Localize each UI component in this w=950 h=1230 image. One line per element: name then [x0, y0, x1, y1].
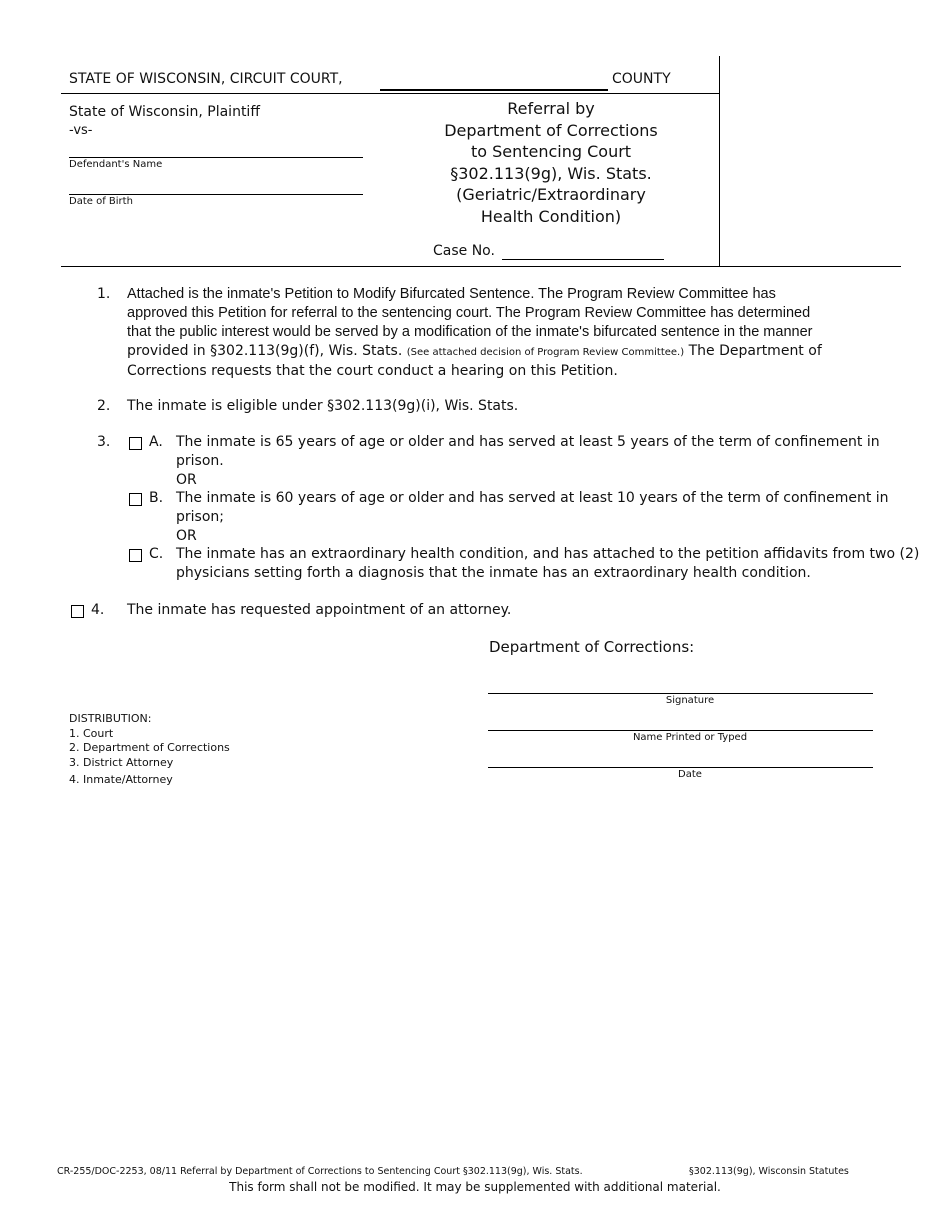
- option-a-line: The inmate is 65 years of age or older and has served at least 5 years of the term of confinement in: [176, 434, 880, 450]
- item-2-number: 2.: [97, 398, 111, 414]
- footer-notice: This form shall not be modified. It may be supplemented with additional material.: [229, 1180, 721, 1194]
- option-a-checkbox[interactable]: [129, 437, 142, 450]
- option-c-letter: C.: [149, 546, 164, 562]
- date-field[interactable]: [488, 767, 873, 768]
- defendant-name-label: Defendant's Name: [69, 159, 163, 170]
- item-1-line: Corrections requests that the court conduct a hearing on this Petition.: [127, 363, 618, 379]
- item-1-line4-tail: The Department of: [688, 343, 822, 359]
- option-b-checkbox[interactable]: [129, 493, 142, 506]
- form-title-line: Referral by: [507, 99, 595, 118]
- footer-statute: §302.113(9g), Wisconsin Statutes: [689, 1166, 849, 1177]
- option-b-or: OR: [176, 528, 197, 544]
- option-b-letter: B.: [149, 490, 164, 506]
- form-title-line: (Geriatric/Extraordinary: [456, 185, 646, 205]
- case-number-label: Case No.: [433, 243, 495, 259]
- item-1-line4-main: provided in §302.113(9g)(f), Wis. Stats.: [127, 343, 403, 359]
- item-3-number: 3.: [97, 434, 111, 450]
- header-right-border: [719, 56, 720, 266]
- header-bottom-rule: [61, 266, 901, 267]
- item-1-attached-note: (See attached decision of Program Review Committee.): [406, 347, 685, 358]
- signature-label: Signature: [665, 695, 715, 706]
- county-name-field[interactable]: [380, 89, 608, 91]
- option-a-text: [176, 433, 896, 490]
- distribution-item: 3. District Attorney: [69, 755, 174, 769]
- name-printed-label: Name Printed or Typed: [632, 732, 748, 743]
- header-top-rule: [61, 93, 720, 94]
- date-of-birth-label: Date of Birth: [69, 196, 133, 207]
- item-1-line: Attached is the inmate's Petition to Modify Bifurcated Sentence. The Program Review Committee has: [127, 286, 776, 302]
- option-a-or: OR: [176, 472, 197, 488]
- footer-form-id: CR-255/DOC-2253, 08/11 Referral by Department of Corrections to Sentencing Court §302.113(9g), Wis. Stats.: [57, 1166, 583, 1177]
- distribution-item: 2. Department of Corrections: [69, 741, 230, 754]
- distribution-heading: DISTRIBUTION:: [69, 712, 152, 725]
- option-c-line: The inmate has an extraordinary health condition, and has attached to the petition affidavits from two (2): [176, 546, 920, 562]
- item-4-number: 4.: [91, 602, 105, 618]
- item-1-line: that the public interest would be served by a modification of the inmate's bifurcated sentence in the manner: [127, 324, 813, 340]
- case-number-field[interactable]: [502, 259, 664, 260]
- distribution-item: 1. Court: [69, 726, 114, 740]
- item-1-line: [127, 342, 887, 362]
- form-title-line: Department of Corrections: [444, 120, 658, 140]
- court-line: STATE OF WISCONSIN, CIRCUIT COURT,: [69, 71, 343, 87]
- item-1-text: [127, 285, 887, 381]
- date-label: Date: [678, 769, 702, 780]
- option-c-text: [176, 545, 920, 583]
- item-2-text: The inmate is eligible under §302.113(9g)(i), Wis. Stats.: [127, 398, 519, 414]
- distribution-list: [69, 712, 230, 788]
- form-title: [400, 98, 702, 228]
- signature-field[interactable]: [488, 693, 873, 694]
- item-1-number: 1.: [97, 286, 111, 302]
- date-of-birth-field[interactable]: [69, 194, 363, 195]
- dept-corrections-heading: Department of Corrections:: [489, 638, 695, 656]
- form-title-line: to Sentencing Court: [470, 142, 632, 162]
- vs-label: -vs-: [69, 123, 93, 138]
- option-c-checkbox[interactable]: [129, 549, 142, 562]
- form-title-line: §302.113(9g), Wis. Stats.: [450, 163, 652, 183]
- option-b-line: prison;: [176, 509, 224, 525]
- option-a-letter: A.: [149, 434, 163, 450]
- distribution-item: 4. Inmate/Attorney: [69, 773, 173, 786]
- plaintiff-label: State of Wisconsin, Plaintiff: [69, 104, 260, 120]
- item-4-checkbox[interactable]: [71, 605, 84, 618]
- county-label: COUNTY: [612, 71, 671, 87]
- option-b-line: The inmate is 60 years of age or older and has served at least 10 years of the term of confinement in: [176, 490, 889, 506]
- item-1-line: approved this Petition for referral to the sentencing court. The Program Review Committee has determined: [127, 305, 811, 321]
- defendant-name-field[interactable]: [69, 157, 363, 158]
- option-a-line: prison.: [176, 453, 224, 469]
- option-c-line: physicians setting forth a diagnosis that the inmate has an extraordinary health condition.: [176, 565, 811, 581]
- item-4-text: The inmate has requested appointment of an attorney.: [127, 602, 512, 618]
- form-title-line: Health Condition): [480, 206, 622, 226]
- name-printed-field[interactable]: [488, 730, 873, 731]
- option-b-text: [176, 489, 896, 546]
